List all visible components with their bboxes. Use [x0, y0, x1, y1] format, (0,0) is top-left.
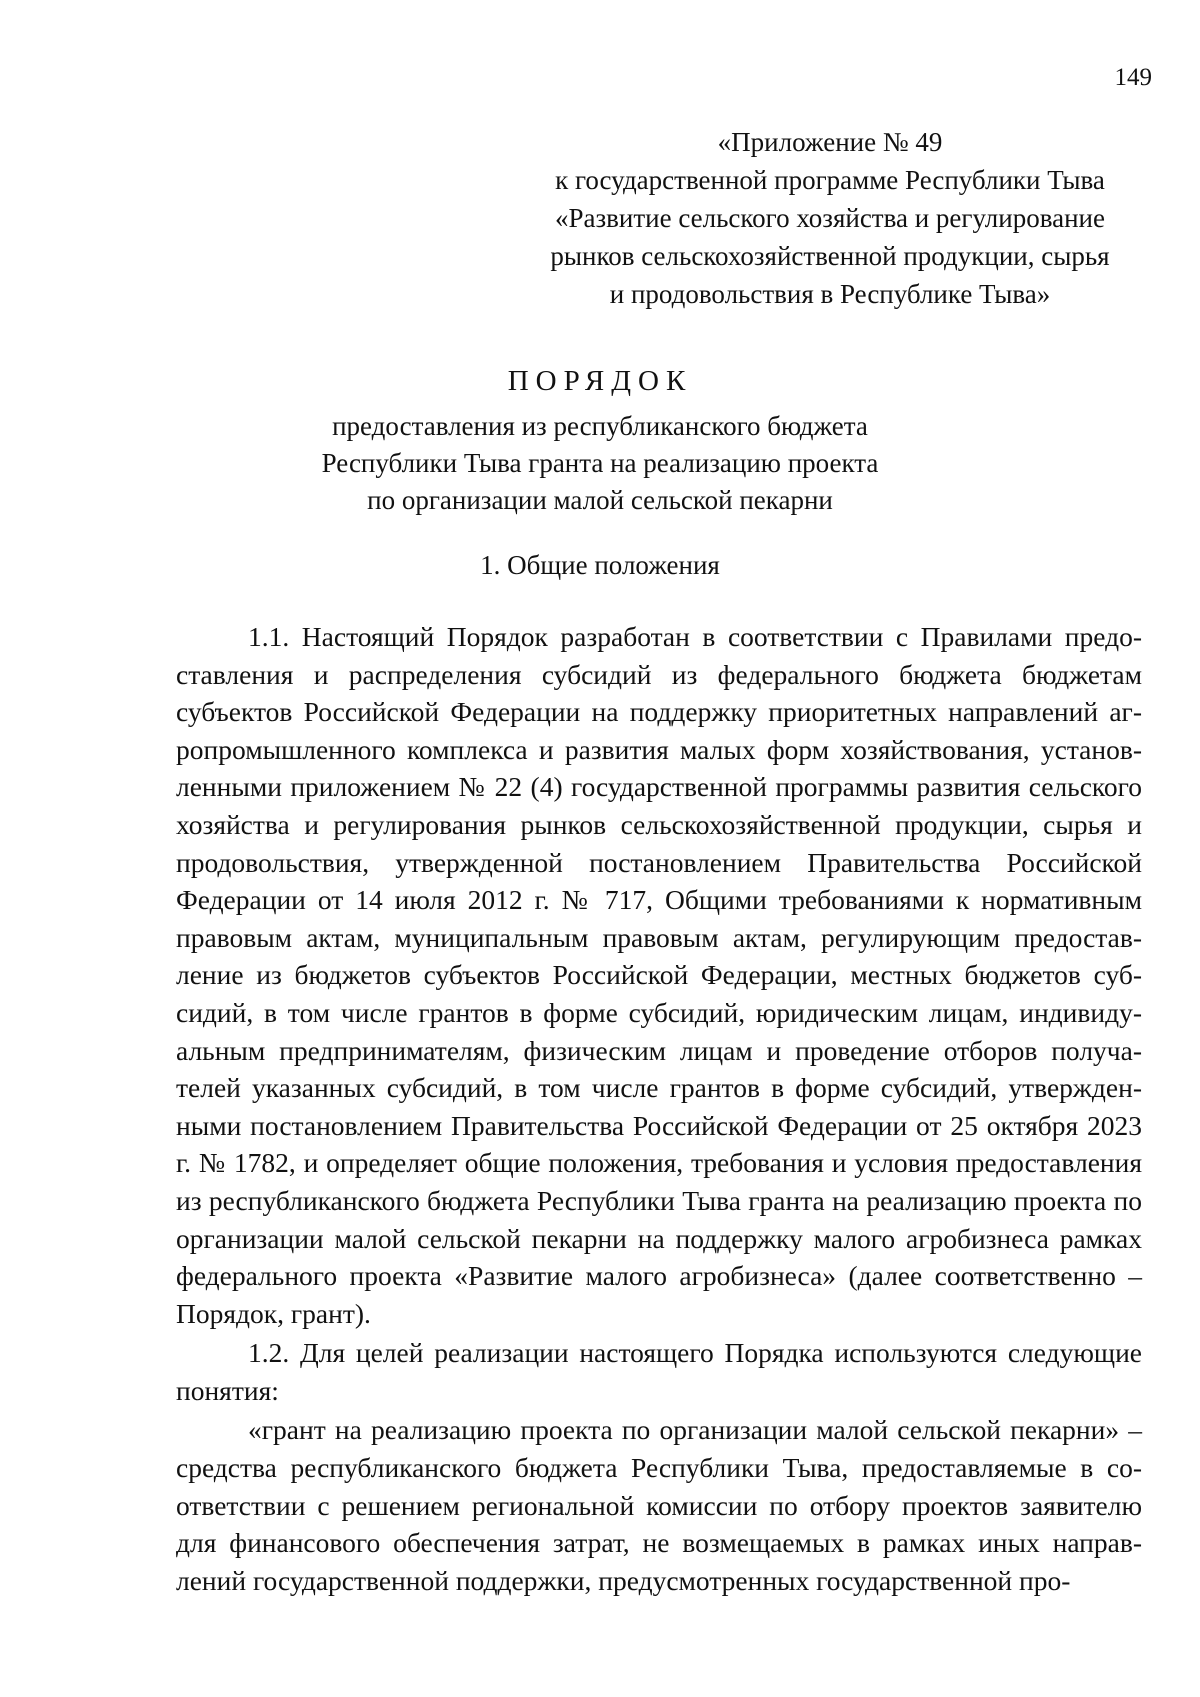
paragraph-1-2: 1.2. Для целей реализации настоящего Порядка используются следующие понятия: [176, 1337, 1142, 1406]
body-text [176, 618, 1142, 1599]
subtitle-line: Республики Тыва гранта на реализацию проекта [321, 448, 879, 478]
appendix-line: рынков сельскохозяйственной продукции, сырья [550, 241, 1110, 271]
appendix-line: к государственной программе Республики Тыва [555, 165, 1105, 195]
document-title: ПОРЯДОК [507, 365, 693, 397]
document-subtitle [0, 408, 1200, 519]
subtitle-line: по организации малой сельской пекарни [367, 485, 833, 515]
appendix-header [520, 123, 1140, 313]
appendix-line: «Развитие сельского хозяйства и регулирование [555, 203, 1105, 233]
paragraph-1-1: 1.1. Настоящий Порядок разработан в соответствии с Правилами предоставления и распределения субсидий из федерального бюджета бюджетам субъектов Российской Федерации на поддержку приоритетных направлений агропромышленного комплекса и развития малых форм хозяйствования, установленными приложением № 22 (4) государственной программы развития сельского хозяйства и регулирования рынков сельскохозяйственной продукции, сырья и продовольствия, утвержденной постановлением Правительства Российской Федерации от 14 июля 2012 г. № 717, Общими требованиями к нормативным правовым актам, муниципальным правовым актам, регулирующим предоставление из бюджетов субъектов Российской Федерации, местных бюджетов субсидий, в том числе грантов в форме субсидий, юридическим лицам, индивидуальным предпринимателям, физическим лицам и проведение отборов получателей указанных субсидий, в том числе грантов в форме субсидий, утвержденными постановлением Правительства Российской Федерации от 25 октября 2023 г. № 1782, и определяет общие положения, требования и условия предоставления из республиканского бюджета Республики Тыва гранта на реализацию проекта по организации малой сельской пекарни на поддержку малого агробизнеса рамках федерального проекта «Развитие малого агробизнеса» (далее соответственно – Порядок, грант). [176, 621, 1142, 1329]
page-number: 149 [1114, 64, 1152, 91]
subtitle-line: предоставления из республиканского бюджета [332, 411, 868, 441]
section-heading: 1. Общие положения [480, 550, 720, 580]
appendix-line: и продовольствия в Республике Тыва» [609, 279, 1051, 309]
appendix-line: «Приложение № 49 [717, 127, 943, 157]
paragraph-definition: «грант на реализацию проекта по организации малой сельской пекарни» – средства республиканского бюджета Республики Тыва, предоставляемые в соответствии с решением региональной комиссии по отбору проектов заявителю для финансового обеспечения затрат, не возмещаемых в рамках иных направлений государственной поддержки, предусмотренных государственной про- [176, 1414, 1142, 1596]
